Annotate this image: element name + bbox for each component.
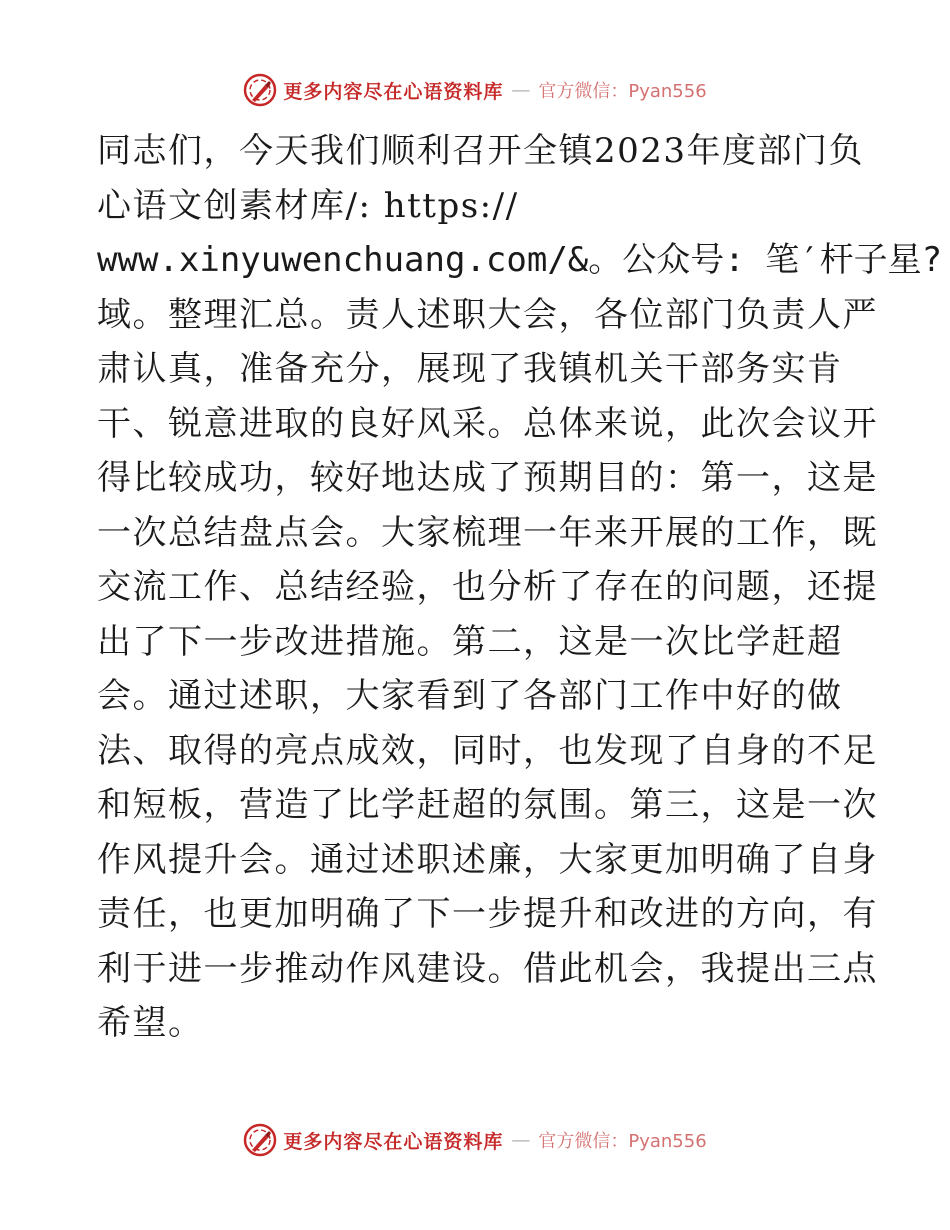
banner-dash: — [511,79,531,101]
banner-wechat: 官方微信：Pyan556 [538,1131,707,1152]
text-line: 域。整理汇总。责人述职大会，各位部门负责人严 [97,294,878,335]
text-line: 一次总结盘点会。大家梳理一年来开展的工作，既 [97,512,878,553]
text-line: 希望。 [97,1003,204,1043]
text-line: 心语文创素材库/: https:// [97,185,519,226]
text-line: 作风提升会。通过述职述廉，大家更加明确了自身 [97,839,878,880]
banner-dash: — [511,1129,531,1151]
text-line: 干、锐意进取的良好风采。总体来说，此次会议开 [97,403,878,444]
fountain-pen-logo-icon [243,1123,277,1157]
text-line: 责任，也更加明确了下一步提升和改进的方向，有 [97,894,878,934]
header-banner [0,70,950,110]
text-line: 交流工作、总结经验，也分析了存在的问题，还提 [97,567,878,607]
banner-text: 更多内容尽在心语资料库 [283,80,504,103]
fountain-pen-logo-icon [243,73,277,107]
text-line: 出了下一步改进措施。第二，这是一次比学赶超 [97,621,843,662]
text-line: 法、取得的亮点成效，同时，也发现了自身的不足 [97,730,878,771]
banner-text: 更多内容尽在心语资料库 [283,1130,504,1153]
text-line: 会。通过述职，大家看到了各部门工作中好的做 [97,676,843,716]
text-line: 利于进一步推动作风建设。借此机会，我提出三点 [97,948,878,989]
document-body [97,124,943,1051]
text-line: 和短板，营造了比学赶超的氛围。第三，这是一次 [97,785,878,825]
footer-banner [0,1120,950,1160]
text-line: www.xinyuwenchuang.com/&。公众号: 笔′杆子星? [97,240,943,280]
banner-wechat: 官方微信：Pyan556 [538,81,707,102]
text-line: 肃认真，准备充分，展现了我镇机关干部务实肯 [97,349,843,389]
text-line: 同志们，今天我们顺利召开全镇2023年度部门负 [97,131,865,171]
text-line: 得比较成功，较好地达成了预期目的：第一，这是 [97,458,878,498]
